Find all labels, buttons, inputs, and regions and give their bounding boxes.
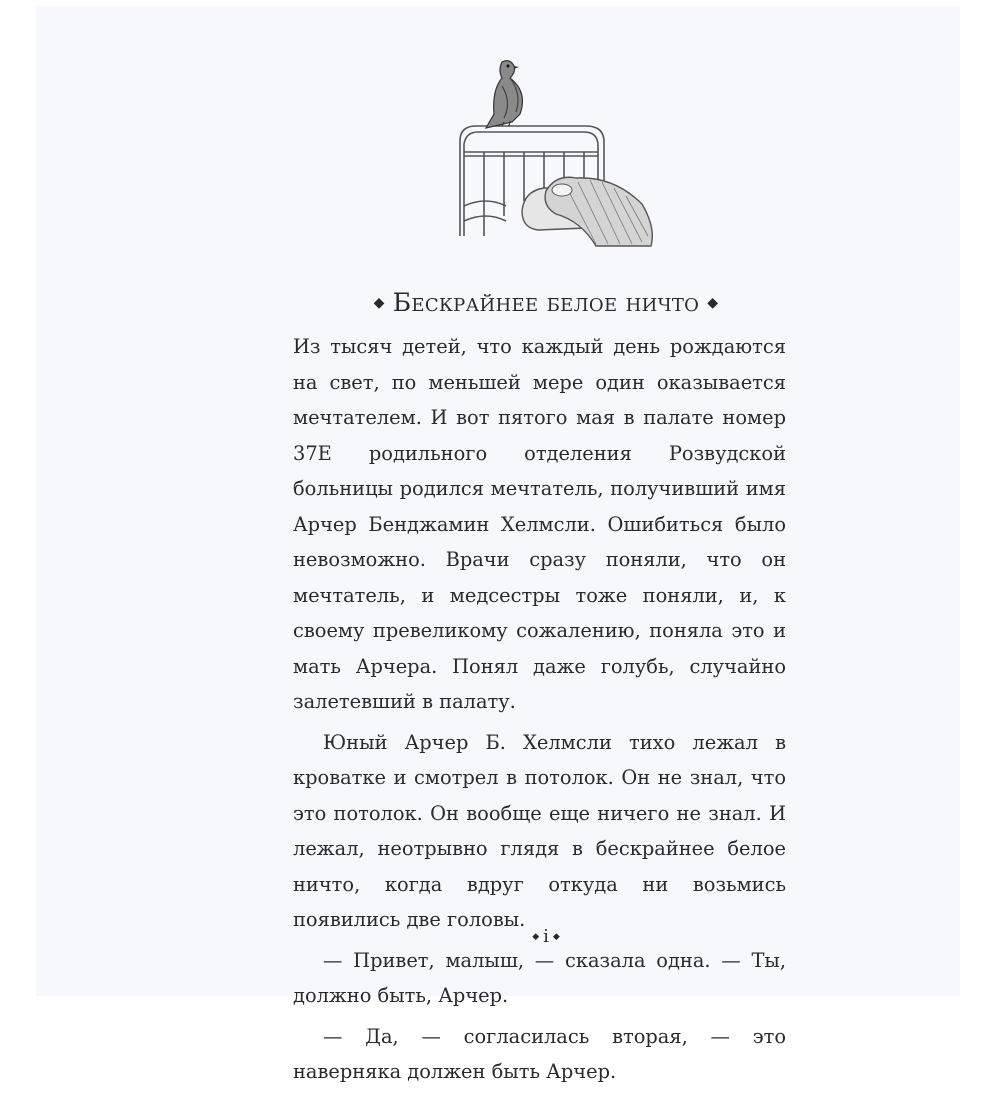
paragraph-4: — Да, — согласилась вторая, — это наверняка должен быть Арчер. [293,1024,786,1083]
title-ornament-left: ◆ [373,295,385,311]
chapter-title [336,288,756,317]
bed-illustration-svg [446,56,686,256]
page-number-text: i [543,926,549,947]
page-number-ornament-left: ◆ [532,932,540,942]
paragraph-1: Из тысяч детей, что каждый день рождаются на свет, по меньшей мере один оказывается мечтателем. И вот пятого мая в палате номер 37Е родильного отделения Розвудской больницы родился мечтатель, получивший имя Арчер Бенджамин Хелмсли. Ошибиться было невозможно. Врачи сразу поняли, что он мечтатель, и медсестры тоже поняли, и, к своему превеликому сожалению, поняла это и мать Арчера. Понял даже голубь, случайно залетевший в палату. [293,335,786,713]
paragraph-3: — Привет, малыш, — сказала одна. — Ты, должно быть, Арчер. [293,948,786,1007]
body-text [293,329,786,1095]
paragraph-2: Юный Арчер Б. Хелмсли тихо лежал в кроватке и смотрел в потолок. Он не знал, что это потолок. Он вообще еще ничего не знал. И лежал, неотрывно глядя в бескрайнее белое ничто, когда вдруг откуда ни возьмись появились две головы. [293,730,786,931]
title-ornament-right: ◆ [707,295,719,311]
page-number [506,926,586,947]
page-number-ornament-right: ◆ [552,932,560,942]
pigeon-on-bed-illustration [446,56,686,256]
chapter-title-text: Бескрайнее белое ничто [392,288,700,317]
book-page [36,6,960,1083]
